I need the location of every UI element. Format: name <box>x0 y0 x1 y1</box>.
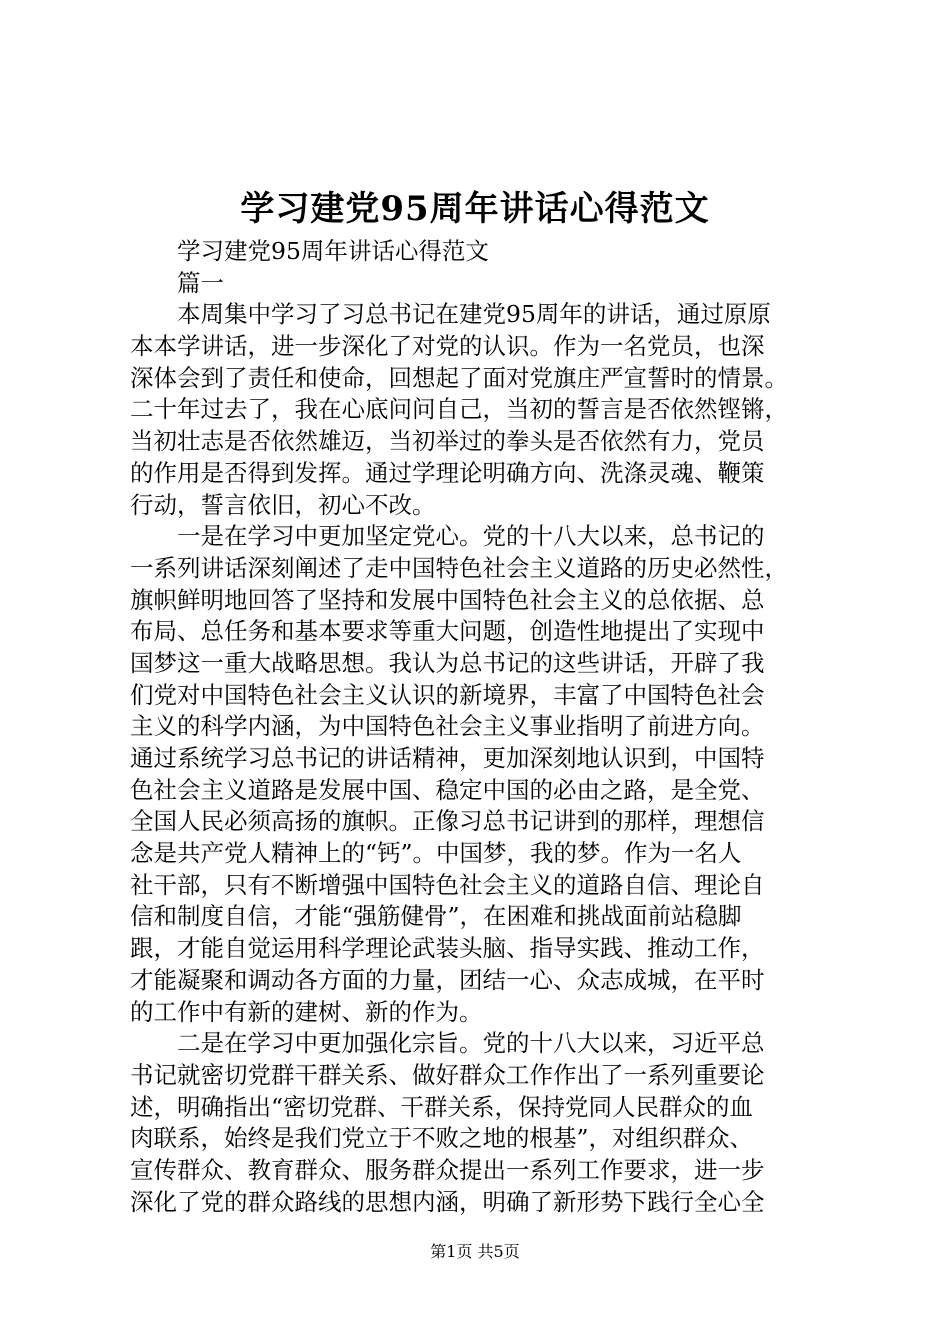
text-line: 行动，誓言依旧，初心不改。 <box>130 490 436 519</box>
text-line: 色社会主义道路是发展中国、稳定中国的必由之路，是全党、 <box>130 775 765 804</box>
text-line: 才能凝聚和调动各方面的力量，团结一心、众志成城，在平时 <box>130 965 765 994</box>
text-line: 本本学讲话，进一步深化了对党的认识。作为一名党员，也深 <box>130 332 765 361</box>
page-footer: 第1页 共5页 <box>430 1242 520 1261</box>
text-line: 本周集中学习了习总书记在建党95周年的讲话，通过原原 <box>177 300 771 329</box>
text-line: 一系列讲话深刻阐述了走中国特色社会主义道路的历史必然性， <box>130 553 788 582</box>
text-line: 全国人民必须高扬的旗帜。正像习总书记讲到的那样，理想信 <box>130 807 765 836</box>
text-line: 社干部，只有不断增强中国特色社会主义的道路自信、理论自 <box>130 870 765 899</box>
text-line: 信和制度自信，才能“强筋健骨”，在困难和挑战面前站稳脚 <box>130 902 742 931</box>
text-line: 跟，才能自觉运用科学理论武装头脑、指导实践、推动工作， <box>130 934 765 963</box>
text-line: 学习建党95周年讲话心得范文 <box>177 237 489 265</box>
text-line: 们党对中国特色社会主义认识的新境界，丰富了中国特色社会 <box>130 680 765 709</box>
text-line: 布局、总任务和基本要求等重大问题，创造性地提出了实现中 <box>130 617 765 646</box>
text-line: 二十年过去了，我在心底问问自己，当初的誓言是否依然铿锵， <box>130 395 788 424</box>
document-title: 学习建党95周年讲话心得范文 <box>240 189 710 229</box>
text-line: 主义的科学内涵，为中国特色社会主义事业指明了前进方向。 <box>130 712 765 741</box>
text-line: 旗帜鲜明地回答了坚持和发展中国特色社会主义的总依据、总 <box>130 585 765 614</box>
text-line: 国梦这一重大战略思想。我认为总书记的这些讲话，开辟了我 <box>130 648 765 677</box>
text-line: 述，明确指出“密切党群、干群关系，保持党同人民群众的血 <box>130 1092 754 1121</box>
text-line: 当初壮志是否依然雄迈，当初举过的拳头是否依然有力，党员 <box>130 427 765 456</box>
text-line: 的工作中有新的建树、新的作为。 <box>130 997 483 1026</box>
text-line: 念是共产党人精神上的“钙”。中国梦，我的梦。作为一名人 <box>130 839 742 868</box>
text-line: 深体会到了责任和使命，回想起了面对党旗庄严宣誓时的情景。 <box>130 363 788 392</box>
text-line: 一是在学习中更加坚定党心。党的十八大以来，总书记的 <box>177 522 765 551</box>
text-line: 深化了党的群众路线的思想内涵，明确了新形势下践行全心全 <box>130 1187 765 1216</box>
text-line: 二是在学习中更加强化宗旨。党的十八大以来，习近平总 <box>177 1029 765 1058</box>
text-line: 宣传群众、教育群众、服务群众提出一系列工作要求，进一步 <box>130 1155 765 1184</box>
document-body <box>130 236 832 1218</box>
text-line: 通过系统学习总书记的讲话精神，更加深刻地认识到，中国特 <box>130 744 765 772</box>
text-line: 书记就密切党群干群关系、做好群众工作作出了一系列重要论 <box>130 1060 765 1089</box>
text-line: 的作用是否得到发挥。通过学理论明确方向、洗涤灵魂、鞭策 <box>130 458 765 487</box>
text-line: 篇一 <box>177 268 224 297</box>
text-line: 肉联系，始终是我们党立于不败之地的根基”，对组织群众、 <box>130 1124 754 1153</box>
